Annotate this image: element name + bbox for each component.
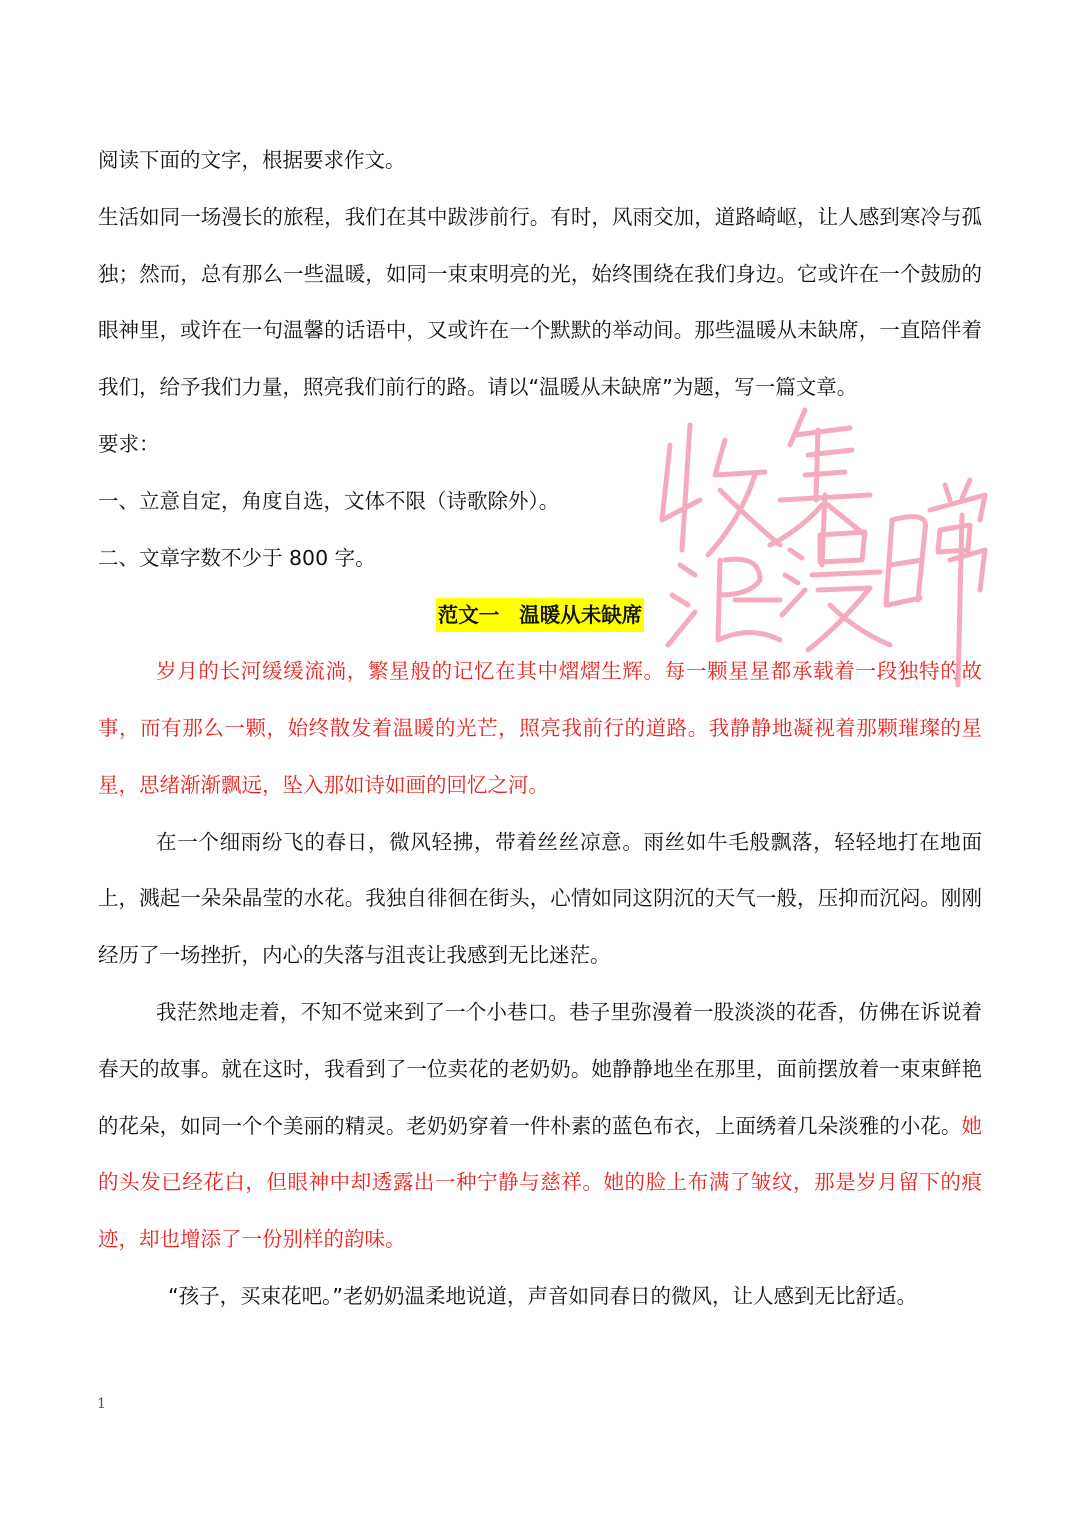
essay-paragraph-3-text: 我茫然地走着，不知不觉来到了一个小巷口。巷子里弥漫着一股淡淡的花香，仿佛在诉说着春天的故事。就在这时，我看到了一位卖花的老奶奶。她静静地坐在那里，面前摆放着一束束鲜艳的花朵，如同一个个美丽的精灵。老奶奶穿着一件朴素的蓝色布衣，上面绣着几朵淡雅的小花。: [98, 999, 982, 1138]
essay-paragraph-2: 在一个细雨纷飞的春日，微风轻拂，带着丝丝凉意。雨丝如牛毛般飘落，轻轻地打在地面上，溅起一朵朵晶莹的水花。我独自徘徊在街头，心情如同这阴沉的天气一般，压抑而沉闷。刚刚经历了一场挫折，内心的失落与沮丧让我感到无比迷茫。: [98, 829, 982, 968]
requirements-label: 要求：: [98, 431, 160, 456]
page-number: 1: [97, 1396, 106, 1412]
essay-paragraph-4: “孩子，买束花吧。”老奶奶温柔地说道，声音如同春日的微风，让人感到无比舒适。: [168, 1283, 917, 1308]
essay-paragraph-3: [98, 984, 982, 1268]
requirement-2: 二、文章字数不少于 800 字。: [98, 545, 376, 570]
document-page: [98, 132, 982, 1325]
essay-title-highlight: [436, 598, 645, 632]
essay-label: 范文一: [437, 603, 500, 628]
essay-paragraph-1: 岁月的长河缓缓流淌，繁星般的记忆在其中熠熠生辉。每一颗星星都承载着一段独特的故事，而有那么一颗，始终散发着温暖的光芒，照亮我前行的道路。我静静地凝视着那颗璀璨的星星，思绪渐渐飘远，坠入那如诗如画的回忆之河。: [98, 659, 982, 797]
requirement-1: 一、立意自定，角度自选，文体不限（诗歌除外）。: [98, 488, 560, 513]
essay-paragraph-3-highlight: 她的头发已经花白，但眼神中却透露出一种宁静与慈祥。她的脸上布满了皱纹，那是岁月留下的痕迹，却也增添了一份别样的韵味。: [98, 1113, 982, 1252]
essay-title: 温暖从未缺席: [519, 603, 643, 628]
handwritten-watermark: [640, 400, 990, 690]
prompt-intro: 阅读下面的文字，根据要求作文。: [98, 148, 406, 172]
prompt-body: 生活如同一场漫长的旅程，我们在其中跋涉前行。有时，风雨交加，道路崎岖，让人感到寒冷与孤独；然而，总有那么一些温暖，如同一束束明亮的光，始终围绕在我们身边。它或许在一个鼓励的眼神里，或许在一句温馨的话语中，又或许在一个默默的举动间。那些温暖从未缺席，一直陪伴着我们，给予我们力量，照亮我们前行的路。请以“温暖从未缺席”为题，写一篇文章。: [98, 204, 982, 400]
